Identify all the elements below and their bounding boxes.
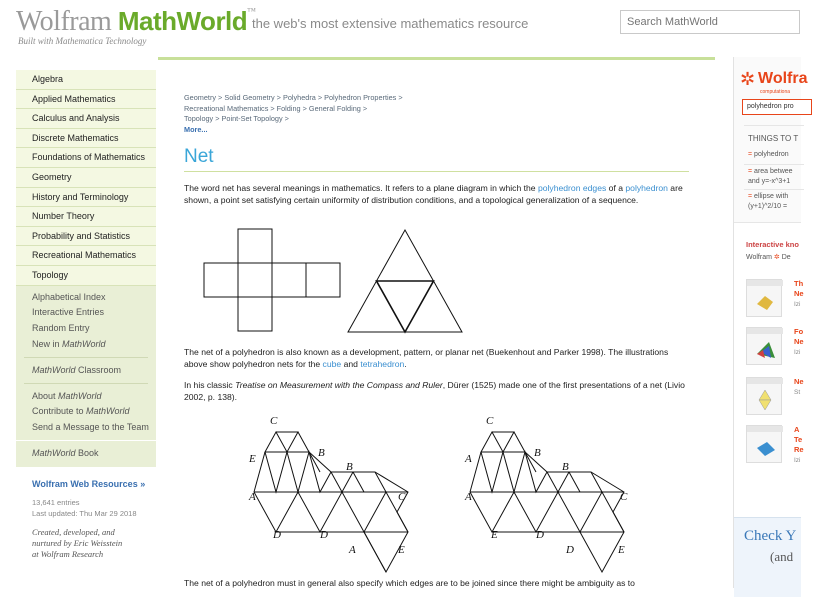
nav-item-probability[interactable]: Probability and Statistics — [16, 227, 156, 247]
p1-text-c: are shown, a point set satisfying certain uniformity of distribution conditions, and a topological generalization of a sequence. — [184, 183, 683, 205]
wolfram-star-icon: ✲ — [740, 69, 756, 89]
vertex-label: D — [273, 529, 281, 541]
nav-item-calculus[interactable]: Calculus and Analysis — [16, 109, 156, 129]
equals-icon: = — [748, 151, 755, 158]
try-query-1[interactable] — [748, 150, 789, 160]
page-title: Net — [184, 146, 214, 167]
p3-book-title: Treatise on Measurement with the Compass and Ruler — [235, 380, 443, 390]
left-sidebar — [16, 70, 156, 560]
nav-item-number-theory[interactable]: Number Theory — [16, 207, 156, 227]
demonstration-item[interactable] — [746, 279, 816, 319]
nav-send-message[interactable]: Send a Message to the Team — [32, 422, 149, 433]
nav-item-topology[interactable]: Topology — [16, 266, 156, 286]
net-edges — [265, 452, 287, 492]
content-top-bar — [158, 57, 715, 60]
logo-subtitle: Built with Mathematica Technology — [18, 36, 147, 46]
try-query-3-text-b: (y+1)^2/10 = — [748, 203, 788, 210]
divider — [744, 164, 804, 165]
nav-separator — [24, 353, 148, 358]
durer-net-right — [470, 432, 624, 572]
nav-item-history[interactable]: History and Terminology — [16, 188, 156, 208]
vertex-label: E — [249, 453, 256, 465]
demonstration-author: St — [794, 389, 801, 396]
p1-text-a: The word net has several meanings in mathematics. It refers to a plane diagram in which the — [184, 183, 538, 193]
nav-about-prefix: About — [32, 390, 59, 401]
nav-classroom-suffix: Classroom — [75, 364, 122, 375]
breadcrumb-line-2[interactable]: Recreational Mathematics > Folding > General Folding > — [184, 103, 368, 113]
nav-item-applied-mathematics[interactable]: Applied Mathematics — [16, 90, 156, 110]
vertex-label: D — [566, 544, 574, 556]
net-edges — [580, 472, 624, 572]
demo-title-line: A — [794, 425, 800, 434]
demonstration-title — [794, 279, 824, 299]
breadcrumb-line-1[interactable]: Geometry > Solid Geometry > Polyhedra > Polyhedron Properties > — [184, 93, 403, 102]
vertex-label: C — [486, 415, 494, 427]
vertex-label: B — [318, 447, 325, 459]
vertex-label: A — [465, 491, 472, 503]
cube-net — [204, 229, 340, 331]
vertex-label: A — [465, 453, 472, 465]
thumbnail-graphic — [747, 378, 783, 416]
demonstration-title — [794, 377, 824, 387]
credit-line-1: Created, developed, and — [32, 526, 115, 537]
net-edges — [364, 532, 386, 572]
vertex-label: E — [398, 544, 405, 556]
nav-new-in-mathworld-label: MathWorld — [62, 338, 106, 349]
nav-item-algebra[interactable]: Algebra — [16, 70, 156, 90]
demo-title-line: Fo — [794, 327, 804, 336]
vertex-label: B — [346, 461, 353, 473]
search-input[interactable] — [620, 10, 800, 34]
wolfram-star-icon: ✲ — [773, 254, 780, 261]
nav-new-in-prefix: New in — [32, 338, 63, 349]
demo-title-line: Th — [794, 279, 804, 288]
nav-new-in-mathworld[interactable] — [16, 337, 156, 353]
nav-random-entry[interactable]: Random Entry — [32, 323, 90, 334]
vertex-label: B — [562, 461, 569, 473]
net-edges — [353, 472, 386, 492]
equals-icon: = — [748, 193, 755, 200]
thumbnail-graphic — [747, 328, 783, 366]
demo-title-line: Ne — [794, 337, 804, 346]
demonstration-item[interactable] — [746, 327, 816, 367]
p1-text-b: of a — [606, 183, 626, 193]
site-logo[interactable] — [16, 6, 256, 38]
wolfram-alpha-subtitle: computationa — [760, 89, 791, 95]
vertex-label: C — [620, 491, 628, 503]
demonstration-author: Izi — [794, 349, 801, 356]
site-credit — [16, 519, 156, 560]
ik-sub-suffix: De — [781, 254, 791, 261]
nav-contribute-prefix: Contribute to — [32, 406, 87, 417]
nav-contribute-mathworld: MathWorld — [86, 406, 130, 417]
demo-title-line: Re — [794, 445, 804, 454]
demonstration-title — [794, 327, 824, 347]
last-updated: Last updated: Thu Mar 29 2018 — [32, 508, 137, 518]
tetrahedron-inner — [377, 281, 434, 332]
nav-book-suffix: Book — [75, 447, 99, 458]
nav-contribute[interactable] — [16, 404, 156, 420]
breadcrumb-line-3[interactable]: Topology > Point-Set Topology > — [184, 114, 289, 123]
vertex-label: B — [534, 447, 541, 459]
link-cube[interactable]: cube — [322, 359, 342, 369]
demonstration-thumbnail — [746, 327, 782, 365]
demonstration-item[interactable] — [746, 377, 816, 417]
paragraph-development — [184, 346, 689, 370]
entries-count: 13,641 entries — [32, 497, 80, 507]
site-meta — [16, 489, 156, 519]
nav-alphabetical-index[interactable]: Alphabetical Index — [32, 291, 106, 302]
breadcrumb-more-link[interactable]: More... — [184, 124, 208, 134]
nav-interactive-entries[interactable]: Interactive Entries — [32, 307, 105, 318]
net-edges — [265, 432, 320, 472]
cube-tetrahedron-nets-figure — [200, 226, 470, 336]
demonstration-title — [794, 425, 824, 455]
try-query-2-text-a: area betwee — [754, 168, 793, 175]
nav-mathworld-book[interactable] — [16, 441, 156, 467]
try-query-3[interactable] — [748, 192, 788, 212]
credit-line-3: at Wolfram Research — [32, 548, 104, 559]
nav-about-mathworld: MathWorld — [58, 390, 102, 401]
vertex-label: E — [618, 544, 625, 556]
divider — [744, 125, 804, 126]
cube-face — [306, 263, 340, 297]
equals-icon: = — [748, 168, 755, 175]
secondary-nav — [16, 286, 156, 440]
demonstration-thumbnail — [746, 425, 782, 463]
p3-text-a: In his classic — [184, 380, 236, 390]
vertex-label: A — [349, 544, 356, 556]
nav-item-foundations[interactable]: Foundations of Mathematics — [16, 148, 156, 168]
try-query-2[interactable] — [748, 167, 793, 187]
demo-title-line: Te — [794, 435, 803, 444]
wolfram-demonstrations-label[interactable] — [746, 253, 791, 261]
try-query-2-text-b: and y=-x^3+1 — [748, 178, 791, 185]
credit-line-2: nurtured by Eric Weisstein — [32, 537, 123, 548]
durer-net-left — [254, 432, 408, 572]
demo-title-line: Ne — [794, 289, 804, 298]
ik-sub-prefix: Wolfram — [746, 254, 774, 261]
net-edges — [547, 472, 569, 492]
link-polyhedron[interactable]: polyhedron — [625, 183, 668, 193]
demonstration-author: Izi — [794, 457, 801, 464]
demonstration-thumbnail — [746, 279, 782, 317]
vertex-label: D — [320, 529, 328, 541]
divider — [744, 189, 804, 190]
logo-tm: ™ — [247, 6, 256, 16]
thumbnail-graphic — [747, 280, 783, 318]
nav-separator — [24, 379, 148, 384]
things-to-try-heading: THINGS TO T — [748, 134, 799, 143]
paragraph-intro — [184, 182, 689, 206]
breadcrumb — [184, 93, 694, 135]
site-header — [0, 0, 800, 50]
link-tetrahedron[interactable]: tetrahedron — [360, 359, 405, 369]
demonstration-item[interactable] — [746, 425, 816, 465]
nav-book-mathworld: MathWorld — [32, 447, 76, 458]
net-edges — [364, 472, 408, 572]
wolfram-web-resources-link[interactable]: Wolfram Web Resources » — [32, 478, 146, 489]
cube-face — [238, 297, 272, 331]
cube-face — [238, 229, 272, 263]
demo-title-line: Ne — [794, 377, 804, 386]
nav-spacer — [16, 436, 156, 440]
p2-text-b: and — [341, 359, 361, 369]
net-edges — [481, 432, 536, 472]
site-tagline: the web's most extensive mathematics resource — [252, 16, 529, 31]
vertex-label: A — [249, 491, 256, 503]
wolfram-alpha-box — [734, 57, 808, 223]
thumbnail-graphic — [747, 426, 783, 464]
cube-face — [204, 263, 238, 297]
vertex-label: C — [398, 491, 406, 503]
nav-item-discrete[interactable]: Discrete Mathematics — [16, 129, 156, 149]
nav-item-geometry[interactable]: Geometry — [16, 168, 156, 188]
durer-nets-figure — [240, 408, 640, 583]
cube-face — [272, 263, 306, 297]
tetrahedron-net — [348, 230, 462, 332]
vertex-label: D — [536, 529, 544, 541]
interactive-knowledge-heading: Interactive kno — [746, 240, 799, 249]
vertex-label: C — [270, 415, 278, 427]
nav-item-recreational[interactable]: Recreational Mathematics — [16, 246, 156, 266]
paragraph-durer — [184, 379, 689, 403]
check-your-work-banner[interactable] — [734, 517, 801, 597]
vertex-label: E — [491, 529, 498, 541]
try-query-1-text: polyhedron — [754, 151, 789, 158]
wolfram-alpha-logo[interactable] — [740, 67, 810, 95]
check-banner-line-2: (and — [770, 549, 794, 564]
p2-text-a: The net of a polyhedron is also known as a development, pattern, or planar net (Buekenhout and Parker 1998). The illustrations above show polyhedron nets for the — [184, 347, 669, 369]
subject-nav — [16, 70, 156, 286]
p3-text-b: , Dürer (1525) made one of the first presentations of a net (Livio 2002, p. 138). — [184, 380, 685, 402]
wolfram-alpha-name: Wolfra — [758, 70, 808, 87]
nav-classroom-mathworld: MathWorld — [32, 364, 76, 375]
net-edges — [481, 452, 503, 492]
cube-face — [238, 263, 272, 297]
nav-classroom[interactable] — [16, 363, 156, 379]
link-polyhedron-edges[interactable]: polyhedron edges — [537, 183, 607, 193]
logo-brand: MathWorld — [117, 6, 248, 36]
wolfram-alpha-query-input[interactable]: polyhedron pro — [742, 99, 812, 115]
logo-prefix: Wolfram — [16, 6, 118, 37]
net-edges — [569, 472, 602, 492]
right-panel — [733, 57, 808, 588]
nav-about[interactable] — [16, 389, 156, 405]
title-rule — [184, 171, 689, 172]
check-banner-line-1: Check Y — [744, 528, 797, 544]
net-edges — [331, 472, 353, 492]
try-query-3-text-a: ellipse with — [754, 193, 789, 200]
paragraph-edges: The net of a polyhedron must in general also specify which edges are to be joined since there might be ambiguity as to — [184, 578, 635, 588]
p2-text-c: . — [404, 359, 407, 369]
demonstration-thumbnail — [746, 377, 782, 415]
demonstration-author: Izi — [794, 301, 801, 308]
